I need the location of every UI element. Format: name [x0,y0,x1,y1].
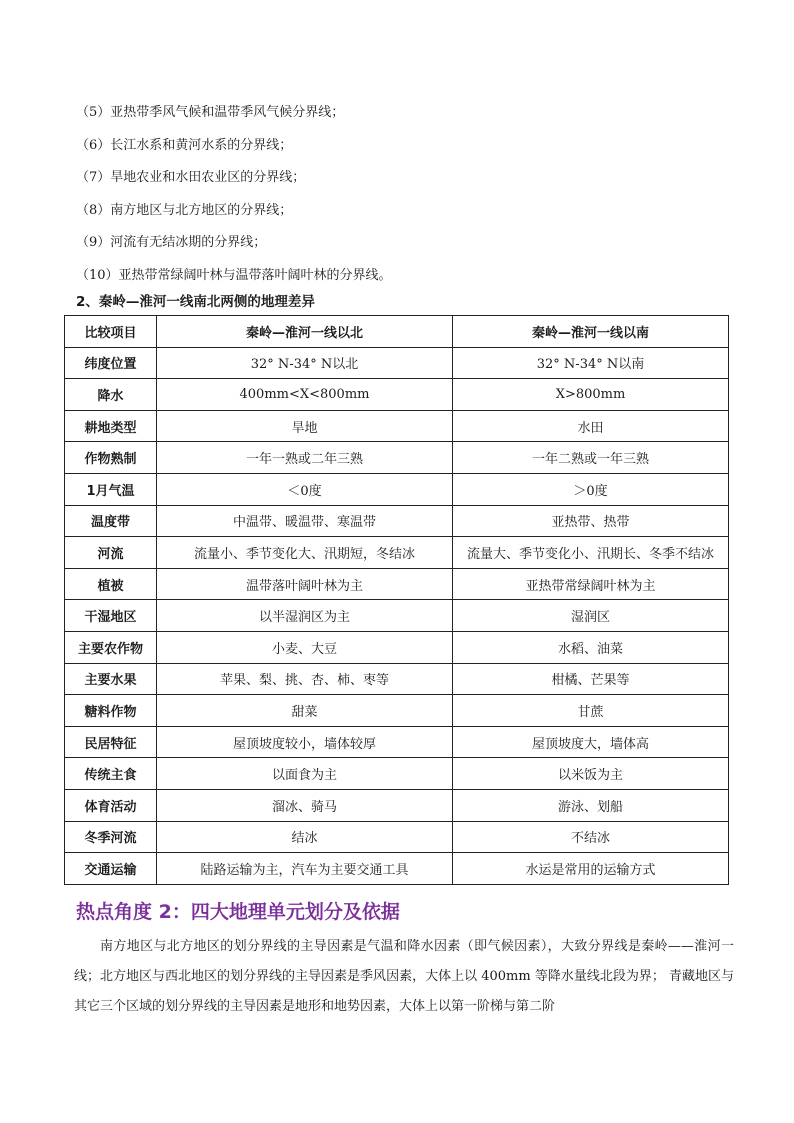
table-cell: 甜菜 [157,695,453,727]
table-cell: 亚热带常绿阔叶林为主 [453,568,729,600]
table-row [65,853,729,885]
table-cell: 湿润区 [453,600,729,632]
table-row-header: 民居特征 [65,726,157,758]
table-row [65,537,729,569]
table-cell: 游泳、划船 [453,789,729,821]
table-row-header: 交通运输 [65,853,157,885]
table-row [65,568,729,600]
table-cell: 旱地 [157,410,453,442]
table-cell: ＜0度 [157,473,453,505]
comparison-table [64,315,729,885]
table-row-header: 河流 [65,537,157,569]
table-cell: 一年二熟或一年三熟 [453,442,729,474]
table-row-header: 纬度位置 [65,347,157,379]
table-cell: 流量小、季节变化大、汛期短，冬结冰 [157,537,453,569]
table-row [65,505,729,537]
table-cell: 亚热带、热带 [453,505,729,537]
table-cell: 屋顶坡度较小，墙体较厚 [157,726,453,758]
table-row-header: 传统主食 [65,758,157,790]
table-row-header: 干湿地区 [65,600,157,632]
list-item: （9）河流有无结冰期的分界线； [76,235,267,251]
table-cell: 柑橘、芒果等 [453,663,729,695]
table-row [65,600,729,632]
list-item: （7）旱地农业和水田农业区的分界线； [76,170,306,186]
table-row-header: 耕地类型 [65,410,157,442]
table-row-header: 降水 [65,379,157,411]
list-item: （5）亚热带季风气候和温带季风气候分界线； [76,105,345,120]
list-item: （8）南方地区与北方地区的分界线； [76,202,293,218]
table-header-cell: 秦岭—淮河一线以南 [453,316,729,348]
table-row-header: 主要农作物 [65,631,157,663]
table-cell: 苹果、梨、挑、杏、柿、枣等 [157,663,453,695]
table-cell: 小麦、大豆 [157,631,453,663]
table-header-cell: 秦岭—淮河一线以北 [157,316,453,348]
table-header-cell: 比较项目 [65,316,157,348]
table-row [65,758,729,790]
table-cell: 32° N-34° N以北 [157,347,453,379]
table-row [65,473,729,505]
table-cell: 以半湿润区为主 [157,600,453,632]
table-cell: 水田 [453,410,729,442]
table-cell: ＞0度 [453,473,729,505]
table-body [65,347,729,884]
table-row-header: 冬季河流 [65,821,157,853]
table-cell: 400mm<X<800mm [157,379,453,411]
table-row [65,631,729,663]
table-cell: 水稻、油菜 [453,631,729,663]
table-cell: 流量大、季节变化小、汛期长、冬季不结冰 [453,537,729,569]
table-row [65,663,729,695]
section-title: 2、秦岭—淮河一线南北两侧的地理差异 [76,294,315,310]
table-header-row [65,316,729,348]
table-row-header: 体育活动 [65,789,157,821]
table-row [65,379,729,411]
table-row [65,789,729,821]
list-item: （6）长江水系和黄河水系的分界线； [76,137,293,153]
boundary-list [76,100,392,296]
table-row-header: 1月气温 [65,473,157,505]
table-row [65,726,729,758]
table-cell: 陆路运输为主，汽车为主要交通工具 [157,853,453,885]
table-row [65,410,729,442]
list-item: （10）亚热带常绿阔叶林与温带落叶阔叶林的分界线。 [76,267,392,283]
body-paragraph: 南方地区与北方地区的划分界线的主导因素是气温和降水因素（即气候因素），大致分界线是秦岭——淮河一线；北方地区与西北地区的划分界线的主导因素是季风因素，大体上以 400mm 等降水量线北段为界； 青藏地区与其它三个区域的划分界线的主导因素是地形和地势因素，大体上以第一阶梯与第二阶 [74,939,734,1014]
table-row-header: 主要水果 [65,663,157,695]
table-row-header: 温度带 [65,505,157,537]
table-cell: 水运是常用的运输方式 [453,853,729,885]
table-row-header: 作物熟制 [65,442,157,474]
table-cell: 一年一熟或二年三熟 [157,442,453,474]
table-row-header: 糖料作物 [65,695,157,727]
table-row [65,821,729,853]
table-cell: 甘蔗 [453,695,729,727]
table-cell: X>800mm [453,379,729,411]
table-cell: 以米饭为主 [453,758,729,790]
table-row [65,695,729,727]
table-cell: 结冰 [157,821,453,853]
table-cell: 以面食为主 [157,758,453,790]
table-cell: 不结冰 [453,821,729,853]
table-cell: 溜冰、骑马 [157,789,453,821]
table-row [65,347,729,379]
table-row [65,442,729,474]
table-cell: 屋顶坡度大，墙体高 [453,726,729,758]
table-cell: 温带落叶阔叶林为主 [157,568,453,600]
table-cell: 32° N-34° N以南 [453,347,729,379]
hot-topic-heading: 热点角度 2：四大地理单元划分及依据 [76,901,400,923]
table-row-header: 植被 [65,568,157,600]
table-cell: 中温带、暖温带、寒温带 [157,505,453,537]
